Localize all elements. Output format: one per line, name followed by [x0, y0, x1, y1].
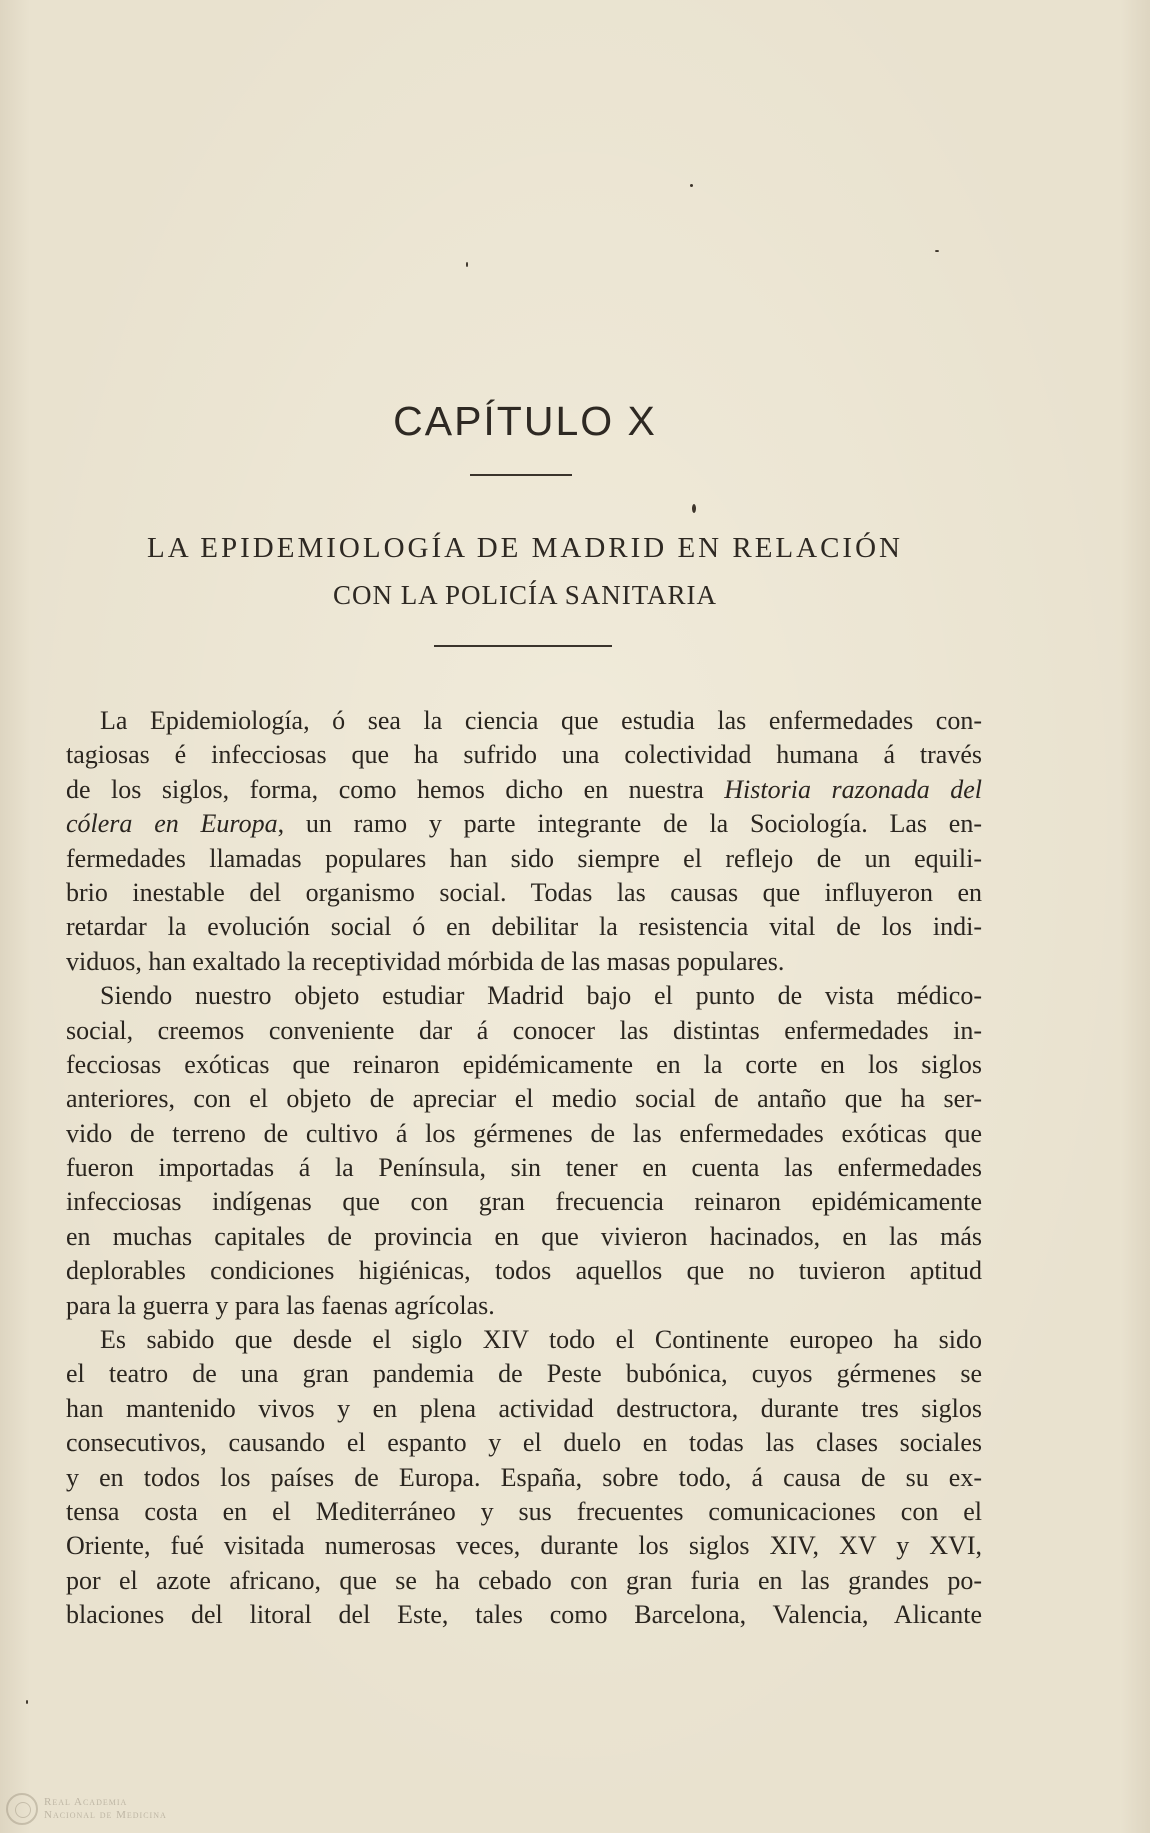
chapter-subtitle-line-2: CON LA POLICÍA SANITARIA: [332, 580, 718, 610]
text-line: fecciosas exóticas que reinaron epidémicamente en la corte en los siglos: [66, 1049, 982, 1079]
text-line: para la guerra y para las faenas agrícolas.: [66, 1290, 495, 1320]
italic-book-title-cont: cólera en Europa: [66, 809, 278, 839]
paper-speck: [690, 184, 693, 187]
text-line: anteriores, con el objeto de apreciar el medio social de antaño que ha ser-: [66, 1084, 982, 1114]
text-line: vido de terreno de cultivo á los gérmenes de las enfermedades exóticas que: [66, 1118, 982, 1148]
paper-speck: [466, 262, 468, 267]
text-line: Siendo nuestro objeto estudiar Madrid bajo el punto de vista médico-: [100, 981, 982, 1011]
text-line: Oriente, fué visitada numerosas veces, durante los siglos XIV, XV y XVI,: [66, 1531, 982, 1561]
watermark-line-2: Nacional de Medicina: [44, 1809, 167, 1821]
chapter-subtitle-line-1: LA EPIDEMIOLOGÍA DE MADRID EN RELACIÓN: [147, 532, 903, 564]
text-line: blaciones del litoral del Este, tales como Barcelona, Valencia, Alicante: [66, 1600, 982, 1630]
body-text: [66, 704, 982, 1633]
text-line: social, creemos conveniente dar á conocer las distintas enfermedades in-: [66, 1015, 982, 1045]
text-line-with-italic: [66, 773, 982, 807]
watermark-line-1: Real Academia: [44, 1796, 128, 1808]
text-line: el teatro de una gran pandemia de Peste bubónica, cuyos gérmenes se: [66, 1359, 982, 1389]
text-line: y en todos los países de Europa. España, sobre todo, á causa de su ex-: [66, 1462, 982, 1492]
text-line: La Epidemiología, ó sea la ciencia que estudia las enfermedades con-: [100, 706, 982, 735]
text-line: fueron importadas á la Península, sin tener en cuenta las enfermedades: [66, 1153, 982, 1183]
text-line: deplorables condiciones higiénicas, todos aquellos que no tuvieron aptitud: [66, 1256, 982, 1286]
chapter-title: CAPÍTULO X: [393, 398, 657, 444]
title-rule: [470, 474, 572, 476]
text-line: infecciosas indígenas que con gran frecuencia reinaron epidémicamente: [66, 1187, 982, 1217]
text-line-with-italic: [66, 807, 982, 841]
text-line: consecutivos, causando el espanto y el duelo en todas las clases sociales: [66, 1428, 982, 1458]
text-segment: , un ramo y parte integrante de la Sociología. Las en-: [277, 809, 983, 839]
subtitle-rule: [434, 645, 612, 647]
academy-seal-icon: [6, 1793, 38, 1825]
paper-speck: [935, 250, 939, 252]
paper-speck: [26, 1700, 28, 1704]
text-line: Es sabido que desde el siglo XIV todo el Continente europeo ha sido: [100, 1325, 982, 1355]
text-line: por el azote africano, que se ha cebado con gran furia en las grandes po-: [66, 1565, 982, 1595]
text-line: viduos, han exaltado la receptividad mórbida de las masas populares.: [66, 946, 785, 976]
text-line: han mantenido vivos y en plena actividad destructora, durante tres siglos: [66, 1393, 982, 1423]
watermark-text: [44, 1796, 167, 1822]
library-watermark: [6, 1790, 216, 1828]
paper-speck: [692, 504, 696, 513]
text-line: fermedades llamadas populares han sido siempre el reflejo de un equili-: [66, 843, 982, 873]
text-segment: de los siglos, forma, como hemos dicho en nuestra: [66, 774, 704, 804]
text-line: tagiosas é infecciosas que ha sufrido una colectividad humana á través: [66, 740, 982, 770]
text-line: tensa costa en el Mediterráneo y sus frecuentes comunicaciones con el: [66, 1496, 982, 1526]
italic-book-title: Historia razonada del: [724, 774, 982, 804]
text-line: retardar la evolución social ó en debilitar la resistencia vital de los indi-: [66, 912, 982, 942]
text-line: brio inestable del organismo social. Todas las causas que influyeron en: [66, 877, 982, 907]
text-line: en muchas capitales de provincia en que vivieron hacinados, en las más: [66, 1221, 982, 1251]
